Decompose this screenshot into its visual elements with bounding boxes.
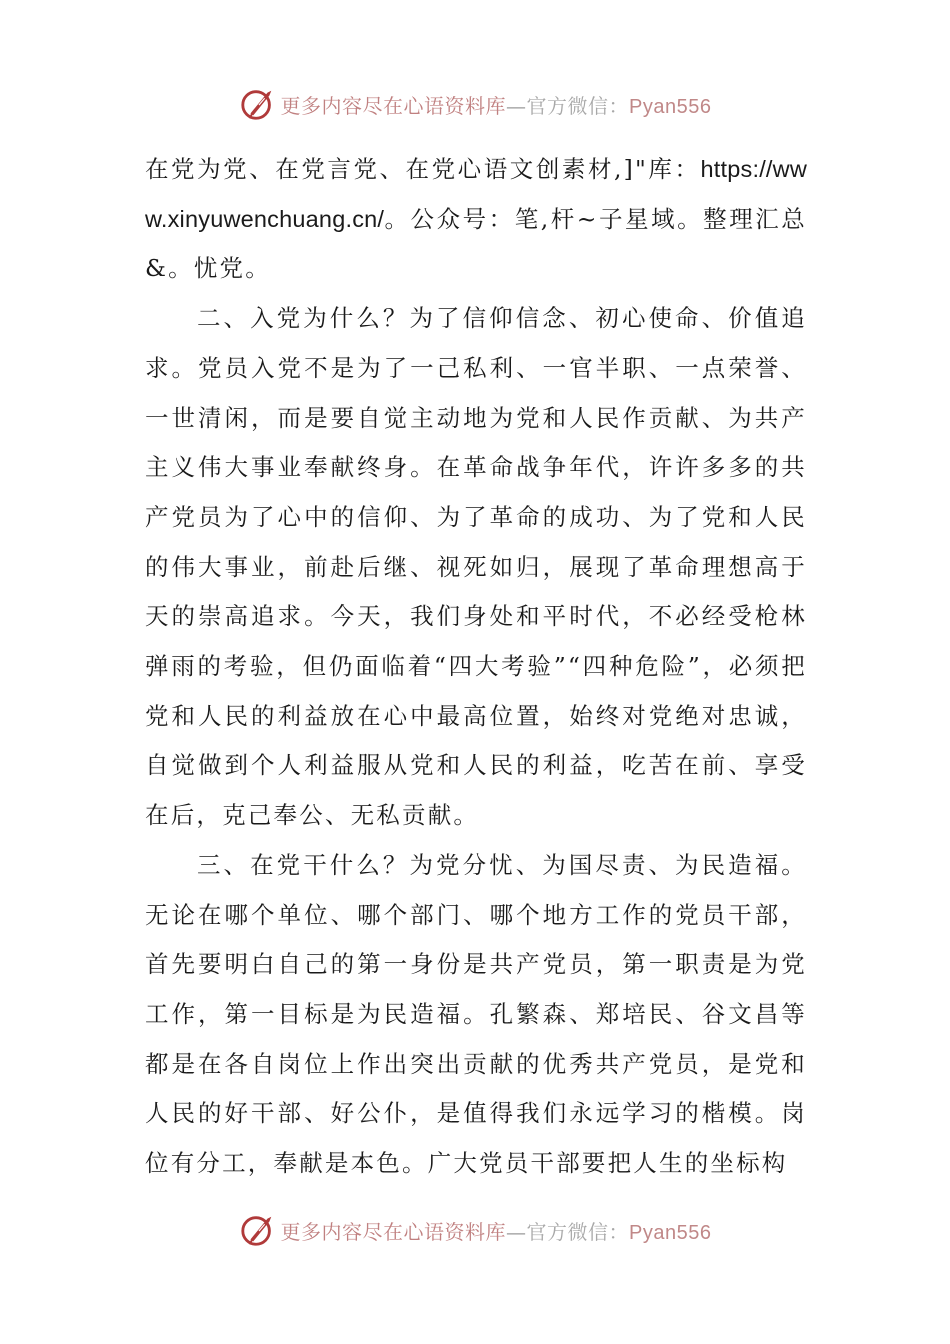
paragraph-1-lead: 在党为党、在党言党、在党心语文创素材,]"库： [145, 155, 701, 183]
header-banner [0, 82, 950, 126]
paragraph-1-tail: 。公众号：笔,杆~子星域。整理汇总&。忧党。 [145, 204, 807, 283]
banner-official-label: 官方微信： [526, 93, 630, 118]
banner-text [281, 1216, 712, 1245]
quill-pen-logo-icon [239, 85, 277, 123]
footer-banner [0, 1208, 950, 1252]
banner-wechat-id: Pyan556 [629, 95, 712, 118]
paragraph-1 [145, 145, 807, 294]
website-url: https://www.xinyuwenchuang.cn/ [145, 156, 807, 232]
quill-pen-logo-icon [239, 1211, 277, 1249]
banner-dash: — [506, 93, 527, 118]
banner-text [281, 90, 712, 119]
document-body [145, 145, 807, 1189]
banner-official-label: 官方微信： [526, 1219, 630, 1244]
banner-wechat-id: Pyan556 [629, 1221, 712, 1244]
banner-site-text: 更多内容尽在心语资料库 [280, 1219, 507, 1244]
paragraph-2: 二、入党为什么？为了信仰信念、初心使命、价值追求。党员入党不是为了一己私利、一官半职、一点荣誉、一世清闲，而是要自觉主动地为党和人民作贡献、为共产主义伟大事业奉献终身。在革命战争年代，许许多多的共产党员为了心中的信仰、为了革命的成功、为了党和人民的伟大事业，前赴后继、视死如归，展现了革命理想高于天的崇高追求。今天，我们身处和平时代，不必经受枪林弹雨的考验，但仍面临着“四大考验”“四种危险”，必须把党和人民的利益放在心中最高位置，始终对党绝对忠诚，自觉做到个人利益服从党和人民的利益，吃苦在前、享受在后，克己奉公、无私贡献。 [145, 304, 807, 830]
banner-dash: — [506, 1219, 527, 1244]
paragraph-3: 三、在党干什么？为党分忧、为国尽责、为民造福。无论在哪个单位、哪个部门、哪个地方工作的党员干部，首先要明白自己的第一身份是共产党员，第一职责是为党工作，第一目标是为民造福。孔繁森、郑培民、谷文昌等都是在各自岗位上作出突出贡献的优秀共产党员，是党和人民的好干部、好公仆，是值得我们永远学习的楷模。岗位有分工，奉献是本色。广大党员干部要把人生的坐标构 [145, 850, 807, 1178]
banner-site-text: 更多内容尽在心语资料库 [280, 93, 507, 118]
